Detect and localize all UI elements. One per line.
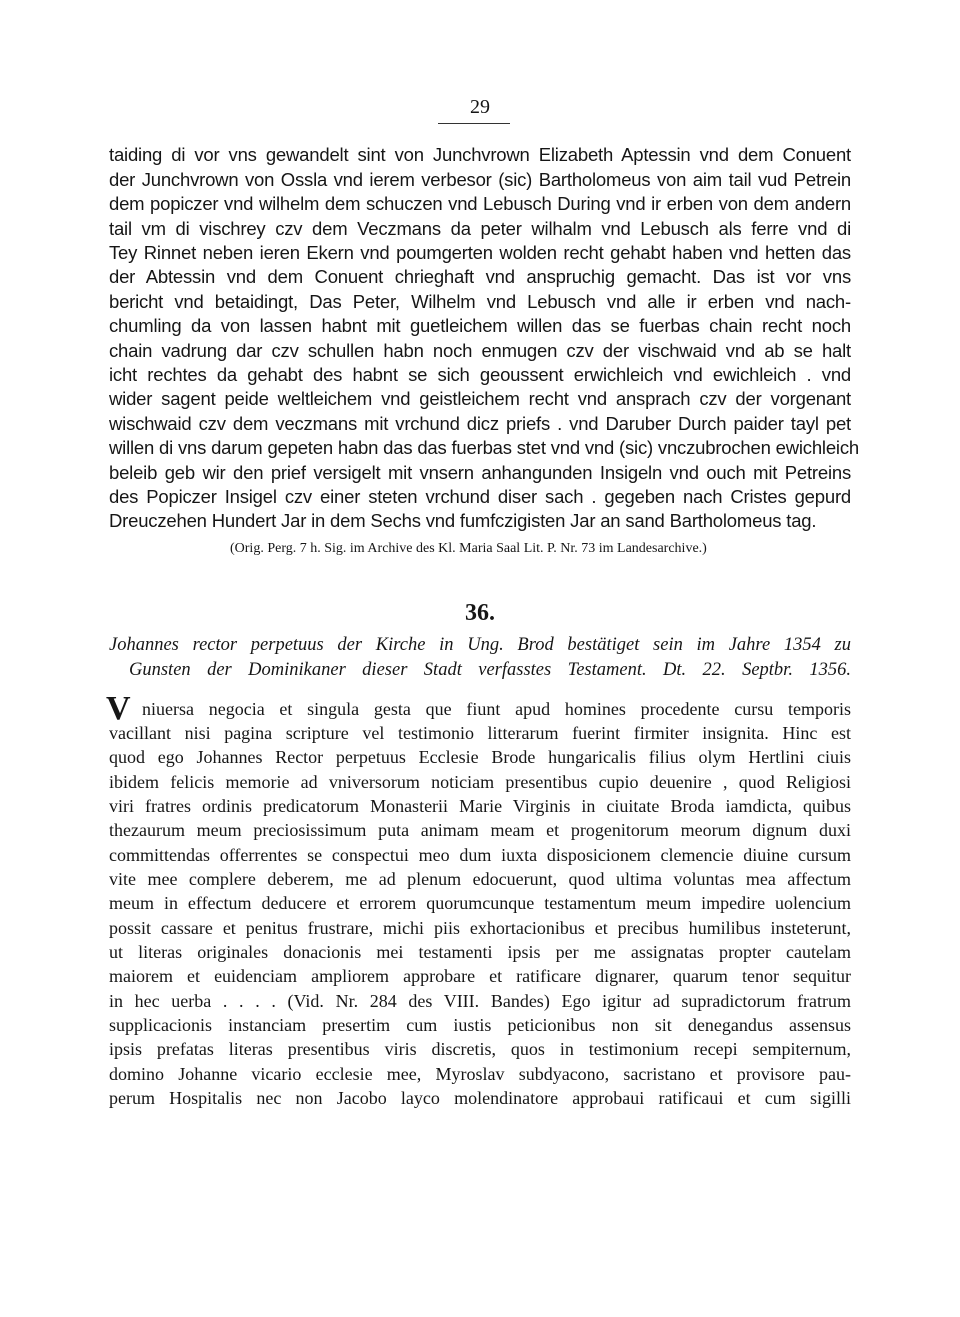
text-line: Tey Rinnet neben ieren Ekern vnd poumgerten wolden recht gehabt haben vnd hetten das [109, 242, 851, 263]
text-line: possit cassare et penitus frustrare, michi piis exhortacionibus et precibus humilibus insteterunt, [109, 918, 851, 938]
text-line: niuersa negocia et singula gesta que fiunt apud homines procedente cursu temporis [142, 699, 851, 719]
text-line: vite mee complere deberem, me ad plenum edocuerunt, quod ultima voluntas mea affectum [109, 869, 851, 889]
text-line: wider sagent peide weltleichem vnd geistleichem recht vnd ansprach czv der vorgenant [109, 388, 851, 409]
text-line: viri fratres ordinis predicatorum Monasterii Marie Virginis in ciuitate Broda iamdicta, quibus [109, 796, 851, 816]
text-line: Dreuczehen Hundert Jar in dem Sechs vnd fumfczigisten Jar an sand Bartholomeus tag. [109, 510, 817, 531]
text-line: der Abtessin vnd dem Conuent chrieghaft vnd anspruchig gemacht. Das ist vor vns [109, 266, 851, 287]
text-line: perum Hospitalis nec non Jacobo layco molendinatore approbaui ratificaui et cum sigilli [109, 1088, 851, 1108]
initial-letter: V [106, 690, 131, 727]
text-line: meum in effectum deducere et errorem quorumcunque testamentum meum impedire uolencium [109, 893, 851, 913]
text-line: dem popiczer vnd wilhelm dem schuczen vnd Lebusch During vnd ir erben von dem andern [109, 193, 851, 214]
text-line: des Popiczer Insigel czv einer steten vrchund diser sach . gegeben nach Cristes gepurd [109, 486, 851, 507]
text-line: wischwaid czv dem veczmans mit vrchund dicz priefs . vnd Daruber Durch paider tayl pet [109, 413, 851, 434]
text-line: icht rechtes da gehabt des habnt se sich geoussent erwichleich vnd ewichleich . vnd [109, 364, 851, 385]
text-line: quod ego Johannes Rector perpetuus Ecclesie Brode hungaricalis filius olym Hertlini ciuis [109, 747, 851, 767]
page-number: 29 [470, 96, 490, 118]
page-number-rule [438, 123, 510, 124]
text-line: tail vm di vischrey czv dem Veczmans da peter wilhalm vnd Lebusch als ferre vnd di [109, 218, 851, 239]
text-line: domino Johanne vicario ecclesie mee, Myroslav subdyacono, sacristano et provisore pau- [109, 1064, 851, 1084]
text-line: beleib geb wir den prief versigelt mit vnsern anhangunden Insigeln vnd ouch mit Petreins [109, 462, 851, 483]
text-line: in hec uerba . . . . (Vid. Nr. 284 des VIII. Bandes) Ego igitur ad supradictorum fratrum [109, 991, 851, 1011]
source-citation: (Orig. Perg. 7 h. Sig. im Archive des Kl. Maria Saal Lit. P. Nr. 73 im Landesarchive.) [230, 541, 707, 556]
text-line: vacillant nisi pagina scripture vel testimonio litterarum fuerint firmiter insignita. Hinc est [109, 723, 851, 743]
text-line: supplicacionis instanciam presertim cum iustis peticionibus non sit denegandus assensus [109, 1015, 851, 1035]
text-line: thezaurum meum preciosissimum puta animam meam et progenitorum meorum dignum duxi [109, 820, 851, 840]
text-line: willen di vns darum gepeten habn das das fuerbas stet vnd vnd (sic) vnczubrochen ewichleich [109, 437, 859, 458]
text-line: chumling da von lassen habnt mit guetleichem willen das se fuerbas chain recht noch [109, 315, 851, 336]
text-line: chain vadrung dar czv schullen habn noch enmugen czv der vischwaid vnd ab se halt [109, 340, 851, 361]
document-number: 36. [465, 600, 495, 626]
text-line: ut literas originales donacionis mei testamenti ipsis per me assignatas propter cautelam [109, 942, 851, 962]
heading-line: Gunsten der Dominikaner dieser Stadt verfasstes Testament. Dt. 22. Septbr. 1356. [129, 660, 851, 680]
text-line: maiorem et euidenciam ampliorem approbare et ratificare dignarer, quarum tenor sequitur [109, 966, 851, 986]
text-line: der Junchvrown von Ossla vnd ierem verbesor (sic) Bartholomeus von aim tail vud Petrein [109, 169, 851, 190]
text-line: ipsis prefatas literas presentibus viris discretis, quos in testimonium recepi sempiternum, [109, 1039, 851, 1059]
text-line: bericht vnd betaidingt, Das Peter, Wilhelm vnd Lebusch vnd alle ir erben vnd nach- [109, 291, 851, 312]
text-line: taiding di vor vns gewandelt sint von Junchvrown Elizabeth Aptessin vnd dem Conuent [109, 144, 851, 165]
heading-line: Johannes rector perpetuus der Kirche in Ung. Brod bestätiget sein im Jahre 1354 zu [109, 635, 851, 655]
text-line: committendas offerrentes se conspectui meo dum iuxta disposicionem clemencie diuine cursum [109, 845, 851, 865]
text-line: ibidem felicis memorie ad vniversorum noticiam presentibus cupio deuenire , quod Religiosi [109, 772, 851, 792]
